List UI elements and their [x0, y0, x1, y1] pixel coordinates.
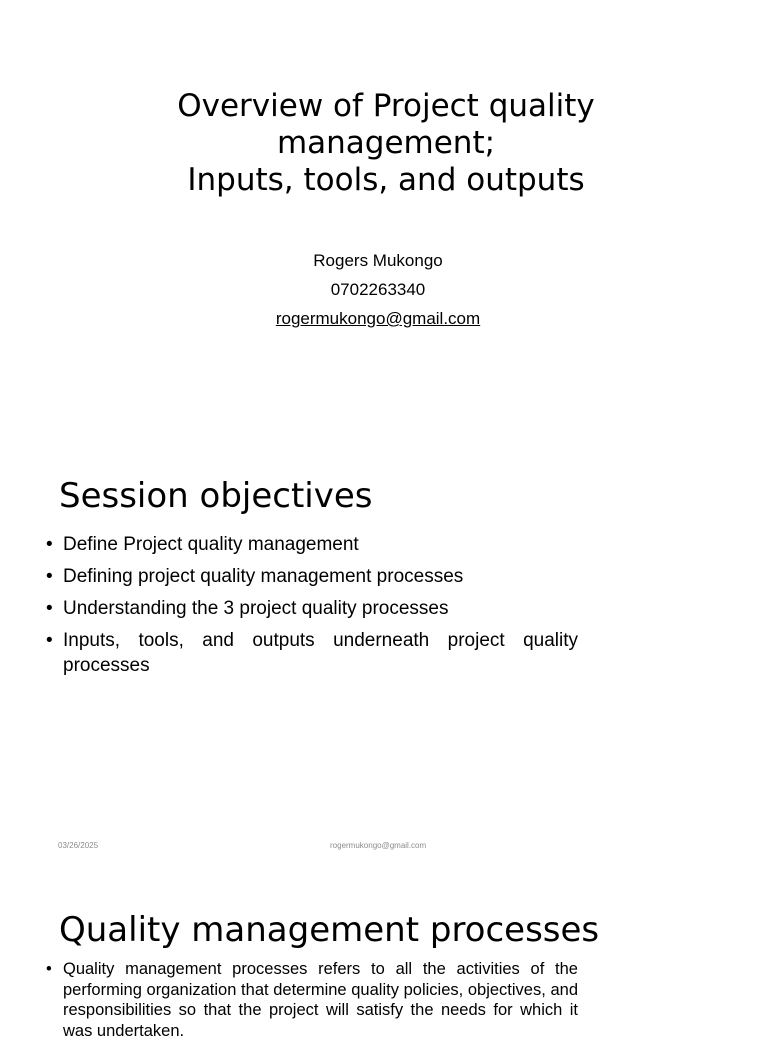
processes-list	[44, 959, 578, 1041]
author-email-link[interactable]: rogermukongo@gmail.com	[275, 309, 481, 328]
presentation-title	[100, 88, 672, 199]
objectives-list	[44, 532, 578, 685]
list-item	[44, 959, 578, 1041]
author-name: Rogers Mukongo	[313, 251, 443, 270]
objectives-slide	[0, 432, 768, 864]
title-line-3: Inputs, tools, and outputs	[187, 162, 585, 198]
list-item	[44, 564, 578, 589]
title-line-2: management;	[276, 125, 496, 161]
bullet-icon: •	[46, 566, 53, 587]
list-item-text: Inputs, tools, and outputs underneath project quality processes	[63, 630, 578, 676]
author-block	[100, 246, 656, 333]
title-line-1: Overview of Project quality	[177, 88, 595, 124]
slide-heading: Session objectives	[59, 476, 373, 516]
title-slide	[0, 0, 768, 432]
list-item-text: Quality management processes refers to all the activities of the performing organization that determine quality policies, objectives, and responsibilities so that the project will satisfy the needs for which it was undertaken.	[63, 960, 578, 1040]
list-item	[44, 628, 578, 678]
list-item-text: Understanding the 3 project quality processes	[63, 598, 449, 619]
footer-email: rogermukongo@gmail.com	[330, 841, 427, 850]
processes-slide	[0, 864, 768, 1040]
bullet-icon: •	[46, 598, 53, 619]
bullet-icon: •	[46, 534, 53, 555]
slide-heading: Quality management processes	[59, 910, 600, 950]
list-item-text: Defining project quality management processes	[63, 566, 464, 587]
author-phone: 0702263340	[330, 280, 426, 299]
list-item-text: Define Project quality management	[63, 534, 359, 555]
list-item	[44, 596, 578, 621]
footer-date: 03/26/2025	[58, 841, 99, 850]
bullet-icon: •	[46, 960, 52, 978]
list-item	[44, 532, 578, 557]
bullet-icon: •	[46, 630, 53, 651]
